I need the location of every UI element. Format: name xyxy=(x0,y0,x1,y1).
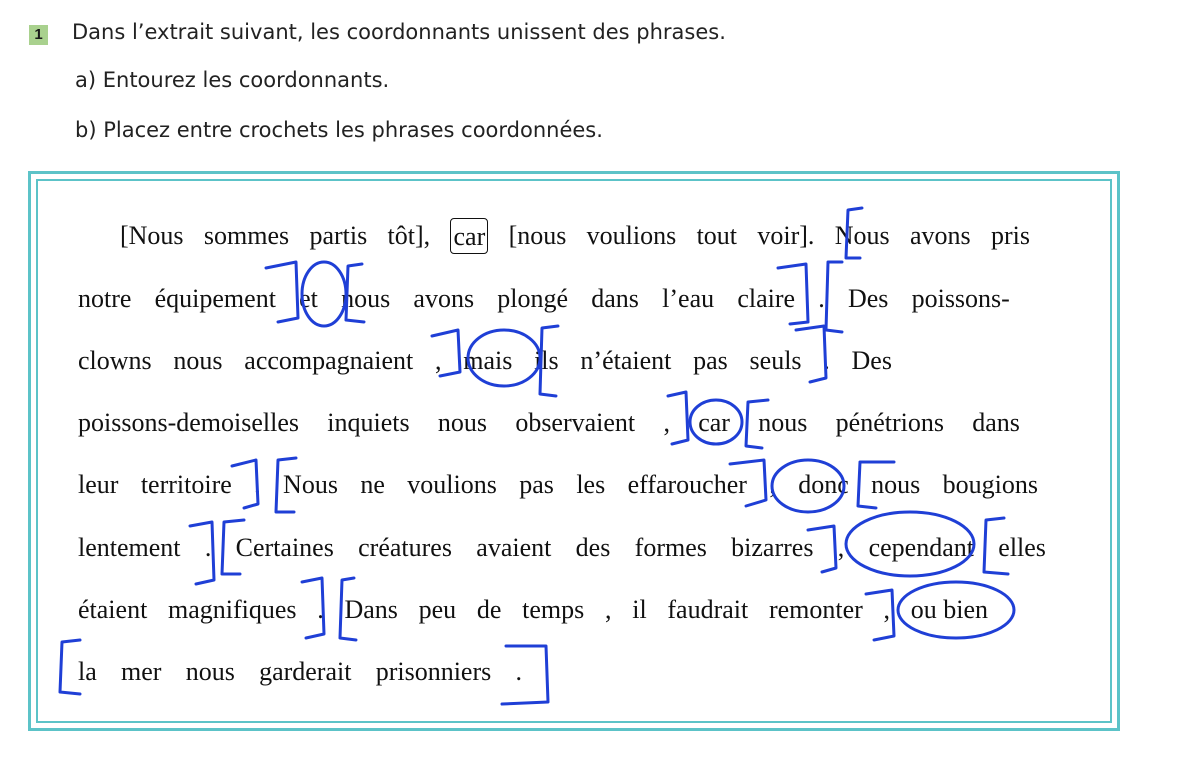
word: avons xyxy=(909,221,971,250)
word: sommes xyxy=(203,221,290,250)
word: ils xyxy=(534,346,559,375)
word: pris xyxy=(990,221,1030,250)
word: prisonniers xyxy=(375,657,492,686)
word: elles xyxy=(998,533,1046,562)
word: clowns xyxy=(78,346,152,375)
word: équipement xyxy=(154,284,276,313)
word: les xyxy=(576,470,606,499)
word: magnifiques xyxy=(168,595,297,624)
word: nous xyxy=(758,408,808,437)
word: bizarres xyxy=(731,533,814,562)
word: [nous xyxy=(508,221,567,250)
word: effaroucher xyxy=(627,470,747,499)
word: des xyxy=(575,533,611,562)
punctuation: , xyxy=(837,533,845,562)
word: partis xyxy=(309,221,368,250)
word: dans xyxy=(591,284,639,313)
word: voulions xyxy=(407,470,497,499)
coordinator-word: ou bien xyxy=(910,595,988,624)
word: peu xyxy=(418,595,457,624)
coordinator-word: car xyxy=(698,408,730,437)
passage-line-5 xyxy=(78,467,1038,503)
punctuation: , xyxy=(434,346,442,375)
word: n’étaient xyxy=(580,346,672,375)
passage-line-8 xyxy=(78,654,522,690)
word: accompagnaient xyxy=(244,346,414,375)
word: il xyxy=(632,595,647,624)
word: plongé xyxy=(497,284,569,313)
coordinator-boxed-example: car xyxy=(450,218,488,254)
word: observaient xyxy=(515,408,636,437)
punctuation: , xyxy=(663,408,670,437)
coordinator-word: donc xyxy=(798,470,849,499)
word: pas xyxy=(693,346,728,375)
punctuation: . xyxy=(515,657,522,686)
word: Des xyxy=(851,346,892,375)
word: [Nous xyxy=(120,221,184,250)
word: remonter xyxy=(768,595,863,624)
word: bougions xyxy=(942,470,1038,499)
word: avaient xyxy=(476,533,552,562)
punctuation: , xyxy=(605,595,612,624)
word: la xyxy=(78,657,97,686)
word: l’eau xyxy=(662,284,715,313)
passage-line-7 xyxy=(78,592,988,628)
word: ne xyxy=(360,470,385,499)
coordinator-word: et xyxy=(299,284,318,313)
word: Dans xyxy=(344,595,398,624)
word: nous xyxy=(341,284,391,313)
punctuation: , xyxy=(883,595,891,624)
passage-line-3 xyxy=(78,343,892,379)
word: pénétrions xyxy=(835,408,944,437)
word: notre xyxy=(78,284,132,313)
punctuation: . xyxy=(254,470,261,499)
punctuation: . xyxy=(823,346,830,375)
passage-frame-inner xyxy=(36,179,1112,723)
word: formes xyxy=(634,533,707,562)
word: Nous xyxy=(283,470,338,499)
word: créatures xyxy=(358,533,452,562)
passage-line-1 xyxy=(120,218,1030,254)
word: claire xyxy=(737,284,796,313)
passage-line-2 xyxy=(78,281,1010,317)
word: Certaines xyxy=(235,533,334,562)
word: garderait xyxy=(259,657,352,686)
passage-line-4 xyxy=(78,405,1020,441)
word: leur xyxy=(78,470,119,499)
word: lentement xyxy=(78,533,181,562)
word: nous xyxy=(173,346,223,375)
word: voir]. xyxy=(757,221,815,250)
punctuation: . xyxy=(818,284,825,313)
word: seuls xyxy=(749,346,802,375)
exercise-number-badge: 1 xyxy=(29,25,48,45)
coordinator-word: mais xyxy=(463,346,513,375)
coordinator-word: cependant xyxy=(868,533,974,562)
word: nous xyxy=(871,470,921,499)
word: de xyxy=(476,595,502,624)
word: dans xyxy=(972,408,1020,437)
word: nous xyxy=(437,408,488,437)
punctuation: . xyxy=(204,533,212,562)
word: faudrait xyxy=(667,595,749,624)
instruction-a: a) Entourez les coordonnants. xyxy=(75,68,390,92)
word: inquiets xyxy=(327,408,410,437)
word: territoire xyxy=(140,470,232,499)
word: poissons- xyxy=(911,284,1010,313)
word: poissons-demoiselles xyxy=(78,408,299,437)
passage-line-6 xyxy=(78,530,1046,566)
word: Des xyxy=(847,284,889,313)
word: tout xyxy=(696,221,738,250)
exercise-prompt: Dans l’extrait suivant, les coordonnants unissent des phrases. xyxy=(72,20,726,44)
instruction-b: b) Placez entre crochets les phrases coordonnées. xyxy=(75,118,603,142)
word: Nous xyxy=(834,221,890,250)
word: pas xyxy=(519,470,554,499)
word: temps xyxy=(522,595,585,624)
word: tôt], xyxy=(387,221,431,250)
word: mer xyxy=(121,657,162,686)
punctuation: . xyxy=(317,595,324,624)
word: étaient xyxy=(78,595,148,624)
punctuation: , xyxy=(769,470,776,499)
word: voulions xyxy=(586,221,677,250)
word: avons xyxy=(413,284,475,313)
word: nous xyxy=(185,657,235,686)
